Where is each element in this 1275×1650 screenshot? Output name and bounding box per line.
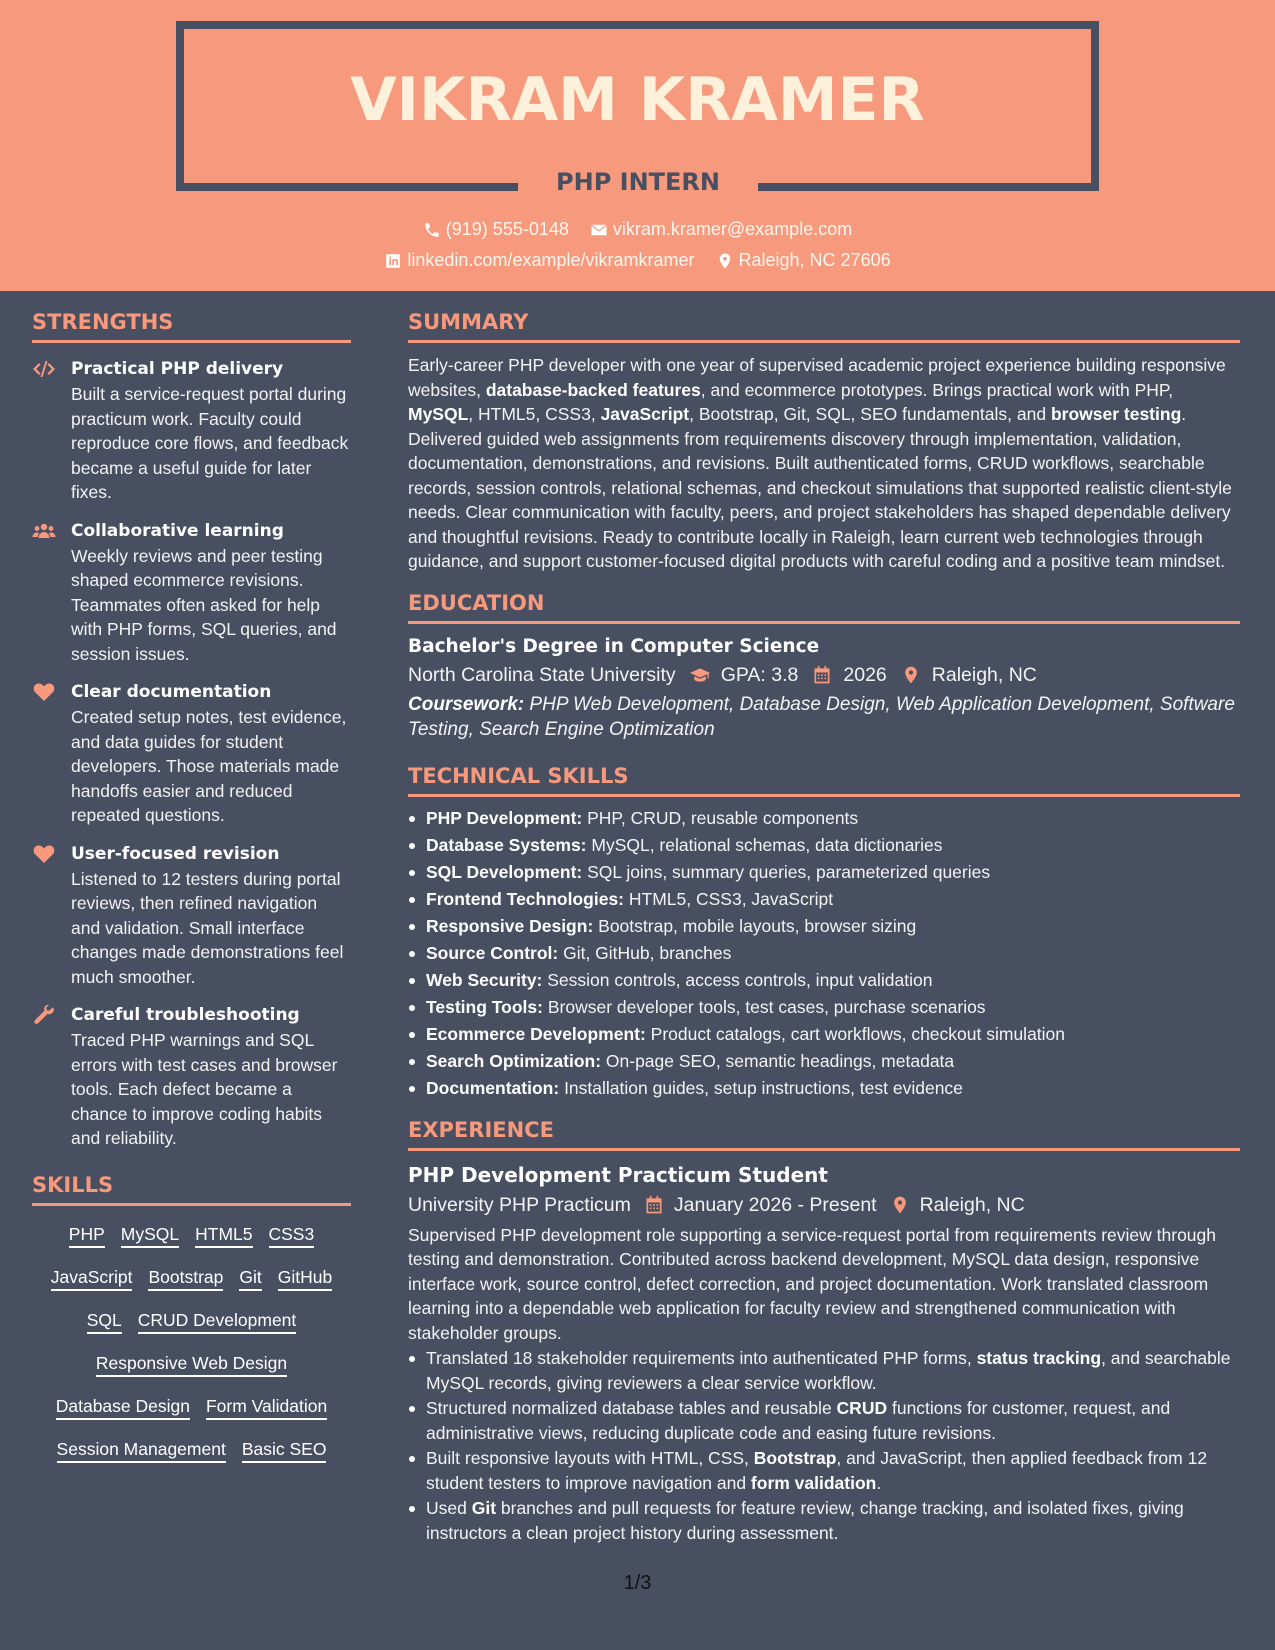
list-item: Testing Tools: Browser developer tools, test cases, purchase scenarios bbox=[408, 994, 1240, 1021]
contact-row-1 bbox=[0, 219, 1275, 244]
code-icon bbox=[32, 359, 56, 379]
list-item: Database Systems: MySQL, relational schemas, data dictionaries bbox=[408, 832, 1240, 859]
strength-title: Collaborative learning bbox=[71, 520, 284, 541]
coursework: Coursework: PHP Web Development, Database Design, Web Application Development, Software Testing, Search Engine Optimization bbox=[408, 693, 1235, 740]
skills-row bbox=[32, 1429, 351, 1472]
skill-tag: CSS3 bbox=[269, 1222, 315, 1248]
list-item: Structured normalized database tables and reusable CRUD functions for customer, request, and administrative views, reducing duplicate code and easing future revisions. bbox=[408, 1396, 1240, 1445]
skill-tag: JavaScript bbox=[51, 1265, 133, 1291]
graduation-cap-icon bbox=[690, 665, 710, 685]
strength-title: Careful troubleshooting bbox=[71, 1005, 300, 1025]
skill-tag: CRUD Development bbox=[138, 1308, 297, 1334]
job-location: Raleigh, NC bbox=[919, 1193, 1025, 1216]
technical-skills-heading: TECHNICAL SKILLS bbox=[408, 762, 1240, 797]
list-item: Built responsive layouts with HTML, CSS, Bootstrap, and JavaScript, then applied feedback from 12 student testers to improve navigation and form validation. bbox=[408, 1446, 1240, 1495]
job-role: PHP INTERN bbox=[556, 168, 720, 196]
strength-item bbox=[32, 842, 351, 990]
education-heading: EDUCATION bbox=[408, 589, 1240, 624]
heart-icon bbox=[32, 682, 56, 702]
calendar-icon bbox=[812, 665, 832, 685]
map-pin-icon bbox=[901, 665, 921, 685]
education-details bbox=[408, 660, 1240, 690]
location-text: Raleigh, NC 27606 bbox=[738, 250, 891, 270]
calendar-icon bbox=[644, 1195, 664, 1215]
list-item: Documentation: Installation guides, setup instructions, test evidence bbox=[408, 1075, 1240, 1102]
job-description: Supervised PHP development role supporting a service-request portal from requirements review through testing and demonstration. Contributed across backend development, MySQL data design, responsive interface work, source control, defect correction, and project documentation. Work translated classroom learning into a dependable web application for faculty review and strengthened communication with stakeholder groups. bbox=[408, 1224, 1216, 1343]
email-text: vikram.kramer@example.com bbox=[612, 219, 853, 239]
list-item: PHP Development: PHP, CRUD, reusable components bbox=[408, 805, 1240, 832]
skills-cloud bbox=[32, 1206, 351, 1472]
skill-tag: Responsive Web Design bbox=[96, 1351, 287, 1377]
candidate-name: VIKRAM KRAMER bbox=[350, 65, 925, 135]
list-item: Used Git branches and pull requests for feature review, change tracking, and isolated fixes, giving instructors a clean project history during assessment. bbox=[408, 1496, 1240, 1545]
wrench-icon bbox=[32, 1005, 56, 1025]
skill-tag: Basic SEO bbox=[242, 1437, 327, 1463]
graduation-year: 2026 bbox=[843, 663, 887, 686]
skill-tag: HTML5 bbox=[195, 1222, 252, 1248]
list-item: Search Optimization: On-page SEO, semantic headings, metadata bbox=[408, 1048, 1240, 1075]
map-pin-icon bbox=[890, 1195, 910, 1215]
school-name: North Carolina State University bbox=[408, 663, 676, 686]
list-item: SQL Development: SQL joins, summary queries, parameterized queries bbox=[408, 859, 1240, 886]
linkedin-text: linkedin.com/example/vikramkramer bbox=[407, 250, 695, 270]
technical-skills-list bbox=[408, 805, 1240, 1102]
header-banner bbox=[0, 0, 1275, 291]
page-number: 1/3 bbox=[623, 1572, 652, 1594]
skill-tag: Git bbox=[239, 1265, 261, 1291]
strength-title: User-focused revision bbox=[71, 843, 280, 864]
experience-heading: EXPERIENCE bbox=[408, 1116, 1240, 1151]
right-column bbox=[408, 291, 1240, 1545]
left-column bbox=[32, 291, 351, 1472]
strength-title: Practical PHP delivery bbox=[71, 359, 284, 379]
skill-tag: Database Design bbox=[56, 1394, 190, 1420]
list-item: Ecommerce Development: Product catalogs, cart workflows, checkout simulation bbox=[408, 1021, 1240, 1048]
list-item: Responsive Design: Bootstrap, mobile layouts, browser sizing bbox=[408, 913, 1240, 940]
skills-row bbox=[32, 1214, 351, 1257]
organization: University PHP Practicum bbox=[408, 1193, 631, 1216]
skills-row bbox=[32, 1257, 351, 1300]
school-location: Raleigh, NC bbox=[931, 663, 1037, 686]
strengths-heading: STRENGTHS bbox=[32, 308, 351, 343]
skill-tag: Session Management bbox=[57, 1437, 226, 1463]
gpa: GPA: 3.8 bbox=[720, 663, 799, 686]
strength-title: Clear documentation bbox=[71, 682, 272, 702]
envelope-icon bbox=[590, 221, 608, 239]
strength-desc: Built a service-request portal during practicum work. Faculty could reproduce core flows, and feedback became a useful guide for later fixes. bbox=[71, 384, 349, 502]
role-wrap bbox=[518, 160, 758, 204]
summary-heading: SUMMARY bbox=[408, 308, 1240, 343]
strength-desc: Weekly reviews and peer testing shaped ecommerce revisions. Teammates often asked for help with PHP forms, SQL queries, and session issues. bbox=[71, 545, 337, 664]
phone-text: (919) 555-0148 bbox=[445, 219, 569, 239]
skill-tag: PHP bbox=[69, 1222, 105, 1248]
skills-row bbox=[32, 1300, 351, 1343]
skill-tag: GitHub bbox=[278, 1265, 332, 1291]
phone-icon bbox=[423, 221, 441, 239]
skills-heading: SKILLS bbox=[32, 1171, 351, 1206]
map-pin-icon bbox=[716, 252, 734, 270]
contact-row-2 bbox=[0, 250, 1275, 275]
skill-tag: MySQL bbox=[121, 1222, 179, 1248]
degree-title: Bachelor's Degree in Computer Science bbox=[408, 635, 820, 657]
linkedin-icon bbox=[384, 252, 402, 270]
skills-row bbox=[32, 1386, 351, 1429]
strength-desc: Created setup notes, test evidence, and data guides for student developers. Those materials made handoffs easier and reduced repeated questions. bbox=[71, 707, 347, 825]
job-dates: January 2026 - Present bbox=[673, 1193, 877, 1216]
linkedin-contact[interactable] bbox=[384, 250, 694, 271]
job-details bbox=[408, 1189, 1240, 1221]
skill-tag: Form Validation bbox=[206, 1394, 327, 1420]
strength-item bbox=[32, 1003, 351, 1151]
strength-desc: Traced PHP warnings and SQL errors with test cases and browser tools. Each defect became a chance to improve coding habits and reliability. bbox=[71, 1030, 338, 1148]
job-bullets bbox=[408, 1346, 1240, 1545]
users-icon bbox=[32, 521, 56, 541]
skills-row bbox=[32, 1343, 351, 1386]
skill-tag: SQL bbox=[87, 1308, 122, 1334]
strength-item bbox=[32, 680, 351, 828]
location-contact bbox=[716, 250, 891, 271]
email-contact[interactable] bbox=[590, 219, 852, 240]
strength-item bbox=[32, 519, 351, 667]
list-item: Frontend Technologies: HTML5, CSS3, JavaScript bbox=[408, 886, 1240, 913]
strength-item bbox=[32, 357, 351, 505]
skill-tag: Bootstrap bbox=[148, 1265, 223, 1291]
summary-text: Early-career PHP developer with one year of supervised academic project experience building responsive websites, database-backed features, and ecommerce prototypes. Brings practical work with PHP, MySQL, HTML5, CSS3, JavaScript, Bootstrap, Git, SQL, SEO fundamentals, and browser testing. Delivered guided web assignments from requirements discovery through implementation, validation, documentation, demonstrations, and revisions. Built authenticated forms, CRUD workflows, searchable records, session controls, relational schemas, and checkout simulations that supported realistic client-style needs. Clear communication with faculty, peers, and project stakeholders has shaped dependable delivery and thoughtful revisions. Ready to contribute locally in Raleigh, learn current web technologies through guidance, and support customer-focused digital products with careful coding and a positive team mindset. bbox=[408, 355, 1232, 571]
list-item: Translated 18 stakeholder requirements into authenticated PHP forms, status tracking, and searchable MySQL records, giving reviewers a clear service workflow. bbox=[408, 1346, 1240, 1395]
job-title: PHP Development Practicum Student bbox=[408, 1162, 828, 1187]
phone-contact[interactable] bbox=[423, 219, 569, 240]
heart-icon bbox=[32, 844, 56, 864]
list-item: Web Security: Session controls, access controls, input validation bbox=[408, 967, 1240, 994]
strength-desc: Listened to 12 testers during portal reviews, then refined navigation and validation. Small interface changes made demonstrations feel much smoother. bbox=[71, 868, 344, 987]
list-item: Source Control: Git, GitHub, branches bbox=[408, 940, 1240, 967]
